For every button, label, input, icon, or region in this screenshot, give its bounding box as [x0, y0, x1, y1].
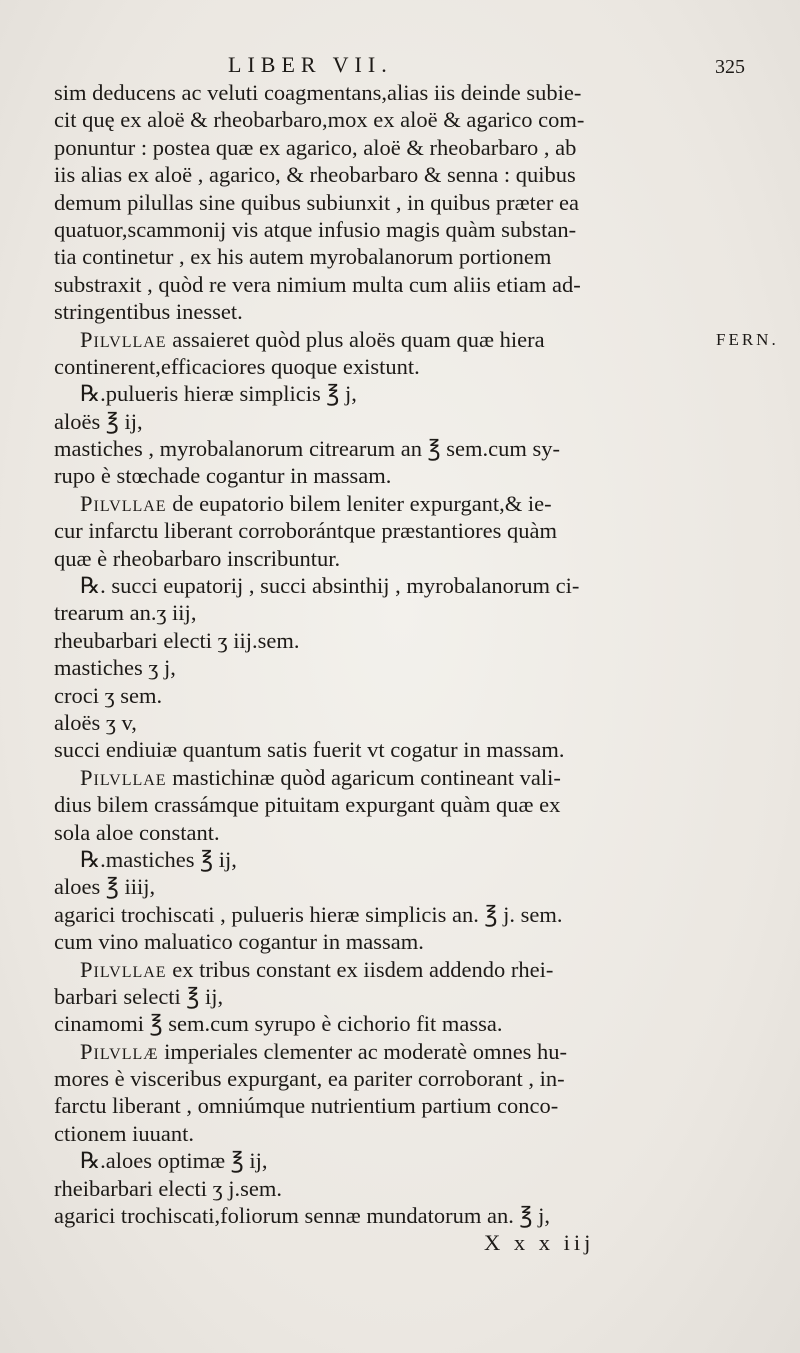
text-line: demum pilullas sine quibus subiunxit , in quibus præter ea [54, 189, 579, 215]
text-line: ctionem iuuant. [54, 1120, 194, 1146]
page-text [54, 79, 739, 1257]
text-line: aloes ℥ iiij, [54, 874, 156, 900]
text-line: Pilvllae ex tribus constant ex iisdem addendo rhei- [80, 956, 554, 982]
text-line: Pilvllae de eupatorio bilem leniter expurgant,& ie- [80, 490, 552, 516]
text-line: ℞.mastiches ℥ ij, [80, 846, 237, 872]
text-line: succi endiuiæ quantum satis fuerit vt cogatur in massam. [54, 737, 565, 763]
text-line: cinamomi ℥ sem.cum syrupo è cichorio fit massa. [54, 1011, 503, 1037]
text-line: ℞.pulueris hieræ simplicis ℥ j, [80, 381, 357, 407]
text-line: cit quę ex aloë & rheobarbaro,mox ex aloë & agarico com- [54, 107, 585, 133]
text-line: cum vino maluatico cogantur in massam. [54, 929, 424, 955]
text-line: stringentibus inesset. [54, 299, 243, 325]
text-line: Pilvllae assaieret quòd plus aloës quam quæ hiera [80, 326, 545, 352]
text-line: agarici trochiscati , pulueris hieræ simplicis an. ℥ j. sem. [54, 901, 563, 927]
text-line: barbari selecti ℥ ij, [54, 983, 224, 1009]
text-line: aloës ʒ v, [54, 709, 137, 735]
text-line: substraxit , quòd re vera nimium multa cum aliis etiam ad- [54, 271, 581, 297]
text-line: rupo è stœchade cogantur in massam. [54, 463, 392, 489]
text-line: Pilvllæ imperiales clementer ac moderatè omnes hu- [80, 1038, 568, 1064]
signature-mark: X x x iij [484, 1230, 595, 1256]
text-line: agarici trochiscati,foliorum sennæ mundatorum an. ℥ j, [54, 1203, 550, 1229]
text-line: farctu liberant , omniúmque nutrientium partium conco- [54, 1093, 559, 1119]
margin-note: FERN. [716, 330, 779, 349]
text-line: aloës ℥ ij, [54, 408, 143, 434]
text-line: iis alias ex aloë , agarico, & rheobarbaro & senna : quibus [54, 162, 576, 188]
text-line: continerent,efficaciores quoque existunt. [54, 353, 420, 379]
text-line: rheibarbari electi ʒ j.sem. [54, 1175, 283, 1201]
text-line: ℞.aloes optimæ ℥ ij, [80, 1148, 268, 1174]
text-line: ponuntur : postea quæ ex agarico, aloë & rheobarbaro , ab [54, 134, 577, 160]
text-line: mores è visceribus expurgant, ea pariter corroborant , in- [54, 1066, 565, 1092]
text-line: mastiches , myrobalanorum citrearum an ℥ sem.cum sy- [54, 436, 560, 462]
page-number: 325 [715, 56, 745, 78]
running-title: LIBER VII. [228, 52, 393, 77]
text-line: quæ è rheobarbaro inscribuntur. [54, 545, 341, 571]
text-line: sim deducens ac veluti coagmentans,alias iis deinde subie- [54, 80, 582, 105]
text-line: rheubarbari electi ʒ iij.sem. [54, 627, 300, 653]
text-line: cur infarctu liberant corroborántque præstantiores quàm [54, 518, 557, 544]
text-line: ℞. succi eupatorij , succi absinthij , myrobalanorum ci- [80, 573, 580, 599]
text-line: croci ʒ sem. [54, 682, 163, 708]
text-line: trearum an.ʒ iij, [54, 600, 197, 626]
text-line: dius bilem crassámque pituitam expurgant quàm quæ ex [54, 792, 561, 818]
text-line: mastiches ʒ j, [54, 655, 176, 681]
text-line: quatuor,scammonij vis atque infusio magis quàm substan- [54, 216, 577, 242]
text-line: Pilvllae mastichinæ quòd agaricum contineant vali- [80, 764, 561, 790]
text-line: tia continetur , ex his autem myrobalanorum portionem [54, 244, 552, 270]
text-line: sola aloe constant. [54, 819, 220, 845]
